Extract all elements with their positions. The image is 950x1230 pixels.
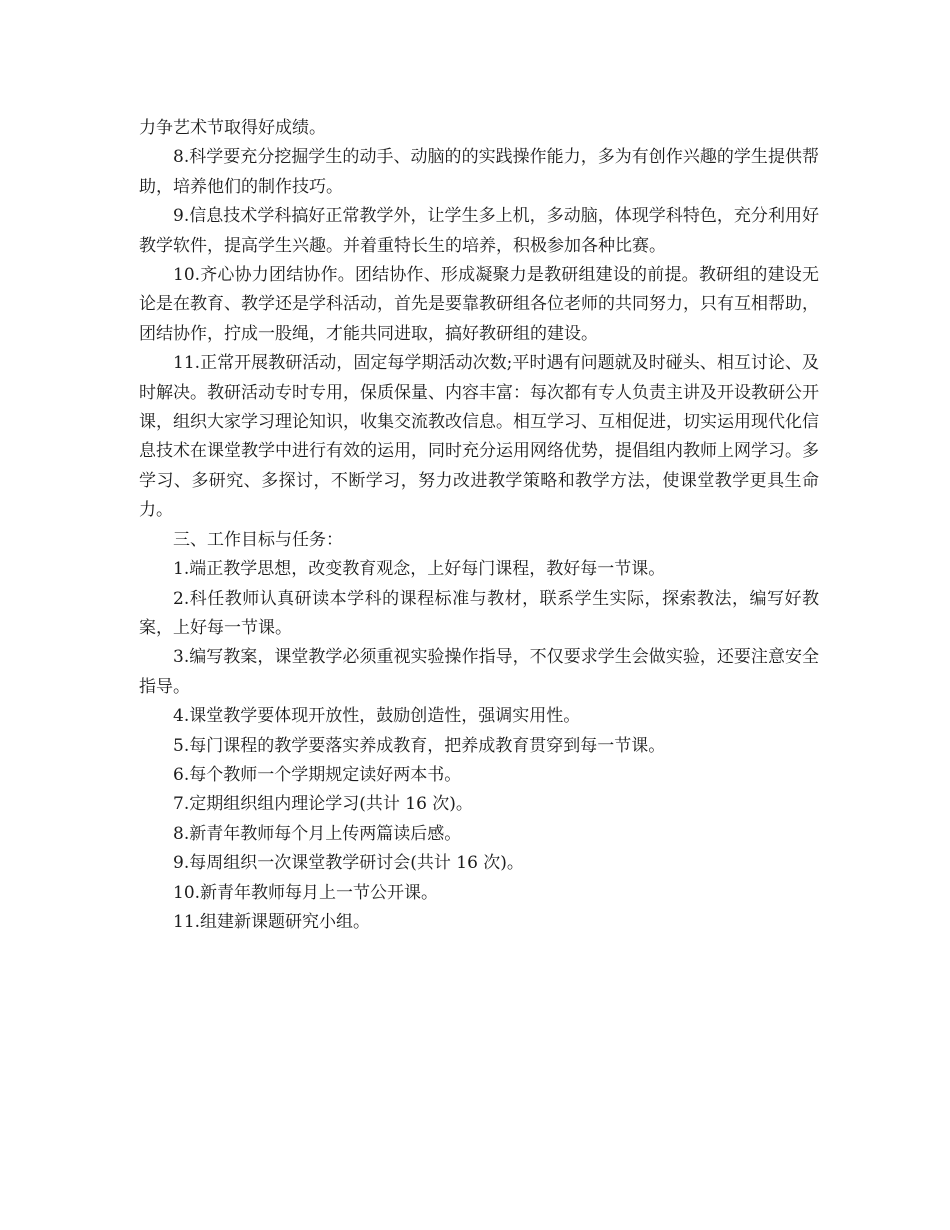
section-heading-goals: 三、工作目标与任务：	[173, 529, 343, 550]
document-body	[139, 114, 819, 937]
goal-item-7: 7.定期组织组内理论学习(共计 16 次)。	[173, 794, 473, 815]
paragraph-item-9-it: 9.信息技术学科搞好正常教学外，让学生多上机，多动脑，体现学科特色，充分利用好教学软件，提高学生兴趣。并着重特长生的培养，积极参加各种比赛。	[139, 206, 819, 256]
paragraph-item-10-teamwork: 10.齐心协力团结协作。团结协作、形成凝聚力是教研组建设的前提。教研组的建设无论是在教育、教学还是学科活动，首先是要靠教研组各位老师的共同努力，只有互相帮助，团结协作，拧成一股绳，才能共同进取，搞好教研组的建设。	[139, 265, 819, 344]
paragraph-item-8-science: 8.科学要充分挖掘学生的动手、动脑的的实践操作能力，多为有创作兴趣的学生提供帮助，培养他们的制作技巧。	[139, 147, 819, 197]
goal-item-8: 8.新青年教师每个月上传两篇读后感。	[173, 823, 462, 844]
goal-item-9: 9.每周组织一次课堂教学研讨会(共计 16 次)。	[173, 853, 524, 874]
goal-item-2: 2.科任教师认真研读本学科的课程标准与教材，联系学生实际，探索教法，编写好教案，上好每一节课。	[139, 588, 819, 638]
paragraph-item-11-research: 11.正常开展教研活动，固定每学期活动次数;平时遇有问题就及时碰头、相互讨论、及时解决。教研活动专时专用，保质保量、内容丰富：每次都有专人负责主讲及开设教研公开课，组织大家学习理论知识，收集交流教改信息。相互学习、互相促进，切实运用现代化信息技术在课堂教学中进行有效的运用，同时充分运用网络优势，提倡组内教师上网学习。多学习、多研究、多探讨，不断学习，努力改进教学策略和教学方法，使课堂教学更具生命力。	[139, 353, 819, 521]
goal-item-11: 11.组建新课题研究小组。	[173, 911, 371, 932]
goal-item-3: 3.编写教案，课堂教学必须重视实验操作指导，不仅要求学生会做实验，还要注意安全指导。	[139, 647, 819, 697]
goal-item-6: 6.每个教师一个学期规定读好两本书。	[173, 764, 462, 785]
goal-item-4: 4.课堂教学要体现开放性，鼓励创造性，强调实用性。	[173, 706, 581, 727]
goal-item-5: 5.每门课程的教学要落实养成教育，把养成教育贯穿到每一节课。	[173, 735, 666, 756]
goal-item-1: 1.端正教学思想，改变教育观念，上好每门课程，教好每一节课。	[173, 559, 666, 580]
paragraph-continuation: 力争艺术节取得好成绩。	[139, 118, 326, 138]
goal-item-10: 10.新青年教师每月上一节公开课。	[173, 882, 439, 903]
